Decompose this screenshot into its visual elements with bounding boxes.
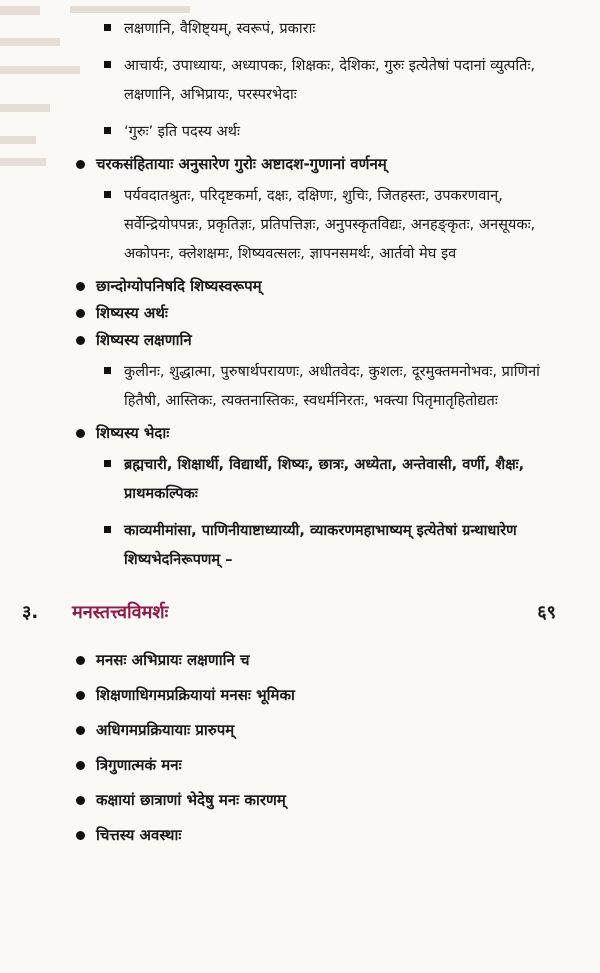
item-text: चित्तस्य अवस्थाः: [96, 826, 182, 844]
bullet-dot-icon: [76, 831, 85, 840]
item-text: काव्यमीमांसा, पाणिनीयाष्टाध्याय्यी, व्याकरणमहाभाष्यम् इत्येतेषां ग्रन्थाधारेण शिष्यभेदनिरूपणम् –: [124, 522, 517, 568]
bullet-square-icon: [104, 460, 111, 467]
bullet-dot-icon: [76, 726, 85, 735]
item-text: शिक्षणाधिगमप्रक्रियायां मनसः भूमिका: [96, 686, 295, 704]
subtopic-item: [0, 14, 600, 43]
topic-item: [0, 650, 600, 671]
bullet-dot-icon: [76, 796, 85, 805]
topic-item: [0, 303, 600, 324]
item-text: चरकसंहितायाः अनुसारेण गुरोः अष्टादश-गुणानां वर्णनम्: [96, 155, 387, 173]
section-3-heading: [0, 600, 600, 626]
subtopic-item: [0, 181, 600, 268]
topic-item: [0, 276, 600, 297]
topic-item: [0, 790, 600, 811]
subtopic-item: [0, 357, 600, 415]
item-text: शिष्यस्य लक्षणानि: [96, 331, 192, 349]
bullet-dot-icon: [76, 309, 85, 318]
item-text: कक्षायां छात्राणां भेदेषु मनः कारणम्: [96, 791, 286, 809]
item-text: त्रिगुणात्मकं मनः: [96, 756, 182, 774]
item-text: कुलीनः, शुद्धात्मा, पुरुषार्थपरायणः, अधीतवेदः, कुशलः, दूरमुक्तमनोभवः, प्राणिनां हितैषी, आस्तिकः, त्यक्तनास्तिकः, स्वधर्मनिरतः, भक्त्या पितृमातृहितोद्यतः: [124, 363, 540, 409]
topic-item: [0, 825, 600, 846]
bullet-square-icon: [104, 127, 111, 134]
subtopic-item: [0, 516, 600, 574]
bullet-dot-icon: [76, 429, 85, 438]
subtopic-item: [0, 450, 600, 508]
topic-item: [0, 685, 600, 706]
bullet-dot-icon: [76, 160, 85, 169]
item-text: शिष्यस्य भेदाः: [96, 424, 170, 442]
topic-item: [0, 720, 600, 741]
page-reference: ६९: [537, 602, 556, 623]
section-3-list: [0, 650, 600, 846]
topic-item: [0, 330, 600, 351]
item-text: ‘गुरुः’ इति पदस्य अर्थः: [124, 123, 240, 140]
bullet-square-icon: [104, 61, 111, 68]
section-2-list: [0, 14, 600, 574]
item-text: मनसः अभिप्रायः लक्षणानि च: [96, 651, 250, 669]
subtopic-item: [0, 51, 600, 109]
bullet-dot-icon: [76, 656, 85, 665]
item-text: पर्यवदातश्रुतः, परिदृष्टकर्मा, दक्षः, दक्षिणः, शुचिः, जितहस्तः, उपकरणवान्, सर्वेन्द्रियोपपन्नः, प्रकृतिज्ञः, प्रतिपत्तिज्ञः, अनुपस्कृतविद्यः, अनहङ्कृतः, अनसूयकः, अकोपनः, क्लेशक्षमः, शिष्यवत्सलः, ज्ञापनसमर्थः, आर्तवो मेघ इव: [124, 187, 536, 262]
bullet-square-icon: [104, 367, 111, 374]
topic-item: [0, 154, 600, 175]
section-number: ३.: [22, 602, 39, 623]
subtopic-item: [0, 117, 600, 146]
bullet-dot-icon: [76, 761, 85, 770]
item-text: छान्दोग्योपनिषदि शिष्यस्वरूपम्: [96, 277, 262, 295]
bullet-square-icon: [104, 24, 111, 31]
topic-item: [0, 755, 600, 776]
bullet-dot-icon: [76, 336, 85, 345]
section-title: मनस्तत्त्वविमर्शः: [72, 602, 169, 623]
item-text: ब्रह्मचारी, शिक्षार्थी, विद्यार्थी, शिष्यः, छात्रः, अध्येता, अन्तेवासी, वर्णी, शैक्षः, प्राथमकल्पिकः: [124, 456, 525, 502]
bullet-square-icon: [104, 191, 111, 198]
item-text: लक्षणानि, वैशिष्ट्यम्, स्वरूपं, प्रकाराः: [124, 20, 316, 37]
item-text: आचार्यः, उपाध्यायः, अध्यापकः, शिक्षकः, देशिकः, गुरुः इत्येतेषां पदानां व्युत्पतिः, लक्षणानि, अभिप्रायः, परस्परभेदाः: [124, 57, 536, 103]
bullet-dot-icon: [76, 691, 85, 700]
syllabus-content: [0, 14, 600, 860]
topic-item: [0, 423, 600, 444]
item-text: अधिगमप्रक्रियायाः प्रारुपम्: [96, 721, 235, 739]
bullet-dot-icon: [76, 282, 85, 291]
item-text: शिष्यस्य अर्थः: [96, 304, 168, 322]
bullet-square-icon: [104, 526, 111, 533]
